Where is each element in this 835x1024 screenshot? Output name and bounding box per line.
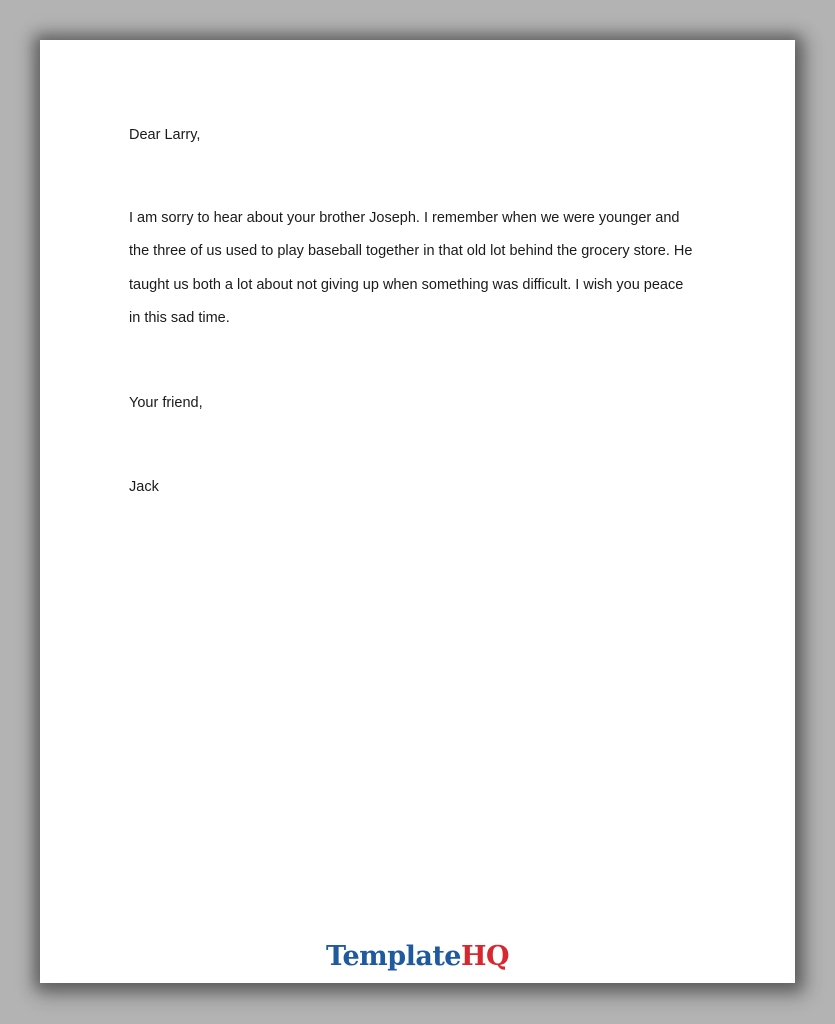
body-line: taught us both a lot about not giving up when something was difficult. I wish you peace	[129, 277, 684, 293]
salutation: Dear Larry,	[129, 127, 201, 143]
logo-template-text: Template	[325, 941, 461, 972]
signature: Jack	[129, 479, 159, 495]
body-line: the three of us used to play baseball together in that old lot behind the grocery store. He	[129, 243, 693, 259]
closing: Your friend,	[129, 395, 203, 411]
body-line: I am sorry to hear about your brother Joseph. I remember when we were younger and	[129, 210, 680, 226]
document-page	[40, 40, 795, 983]
logo-hq-text: HQ	[461, 941, 510, 972]
templatehq-logo	[40, 940, 795, 974]
body-line: in this sad time.	[129, 310, 230, 326]
